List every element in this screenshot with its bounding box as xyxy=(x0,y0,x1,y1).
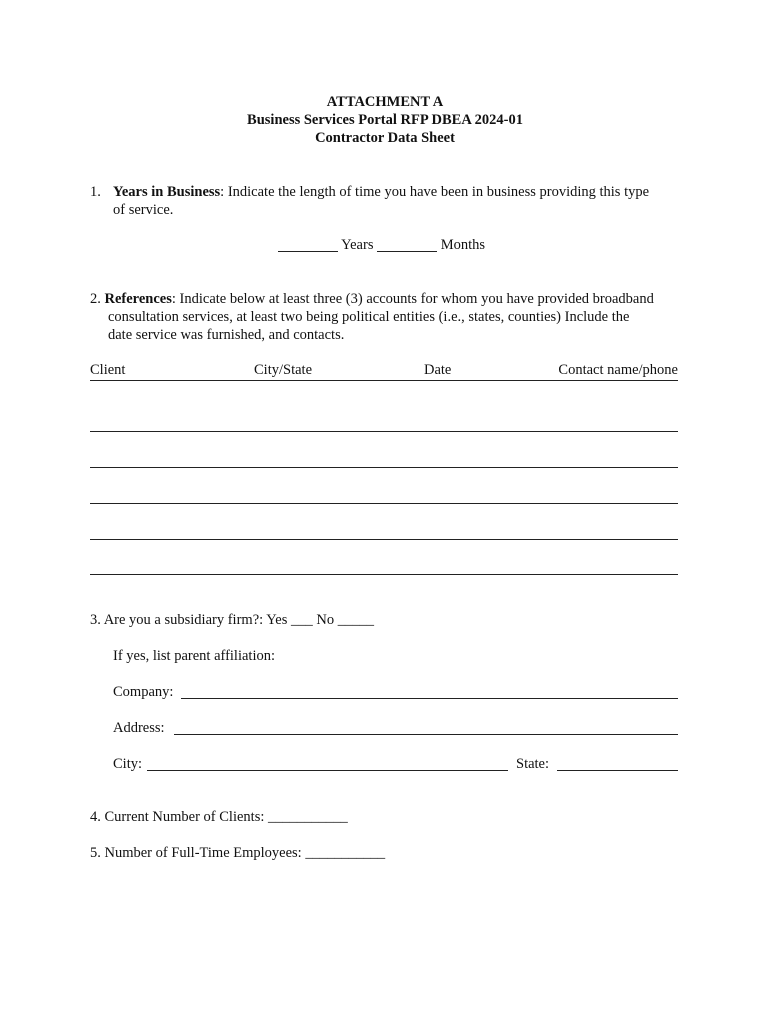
q1-line-1 xyxy=(113,184,649,201)
attachment-title: ATTACHMENT A xyxy=(326,94,444,110)
q1-label: Years in Business xyxy=(113,184,221,200)
sheet-title: Contractor Data Sheet xyxy=(315,130,455,146)
q2-text-c: date service was furnished, and contacts. xyxy=(108,327,345,343)
company-input-line[interactable] xyxy=(181,698,678,699)
city-input-line[interactable] xyxy=(147,770,508,771)
reference-line-3[interactable] xyxy=(90,503,678,504)
reference-line-4[interactable] xyxy=(90,539,678,540)
reference-line-2[interactable] xyxy=(90,467,678,468)
years-label: Years xyxy=(341,237,374,253)
address-input-line[interactable] xyxy=(174,734,678,735)
months-input-line[interactable] xyxy=(377,237,437,252)
months-label: Months xyxy=(440,237,486,253)
rfp-title: Business Services Portal RFP DBEA 2024-01 xyxy=(247,112,523,128)
reference-line-5[interactable] xyxy=(90,574,678,575)
q2-text-b: consultation services, at least two being political entities (i.e., states, counties) Include the xyxy=(108,309,630,325)
references-header-row xyxy=(90,362,678,381)
q1-text-b: of service. xyxy=(113,202,174,218)
q1-years-row xyxy=(278,237,485,254)
q4-clients: 4. Current Number of Clients: ___________ xyxy=(90,809,348,825)
q3-parent-prompt: If yes, list parent affiliation: xyxy=(113,648,276,664)
column-contact: Contact name/phone xyxy=(558,362,678,378)
reference-line-1[interactable] xyxy=(90,431,678,432)
q2-label: References xyxy=(104,291,172,307)
city-label: City: xyxy=(113,756,143,772)
column-city-state: City/State xyxy=(254,362,312,378)
column-date: Date xyxy=(424,362,452,378)
state-input-line[interactable] xyxy=(557,770,678,771)
q1-number: 1. xyxy=(90,184,101,200)
q2-line-1 xyxy=(90,291,654,308)
company-label: Company: xyxy=(113,684,174,700)
q2-text-a: : Indicate below at least three (3) accounts for whom you have provided broadband xyxy=(171,291,654,307)
state-label: State: xyxy=(516,756,550,772)
q3-question: 3. Are you a subsidiary firm?: Yes ___ No _____ xyxy=(90,612,374,628)
column-client: Client xyxy=(90,362,126,378)
q1-text-a: : Indicate the length of time you have been in business providing this type xyxy=(220,184,650,200)
address-label: Address: xyxy=(113,720,165,736)
q2-number: 2. xyxy=(90,291,101,307)
years-input-line[interactable] xyxy=(278,237,338,252)
q5-employees: 5. Number of Full-Time Employees: ___________ xyxy=(90,845,386,861)
